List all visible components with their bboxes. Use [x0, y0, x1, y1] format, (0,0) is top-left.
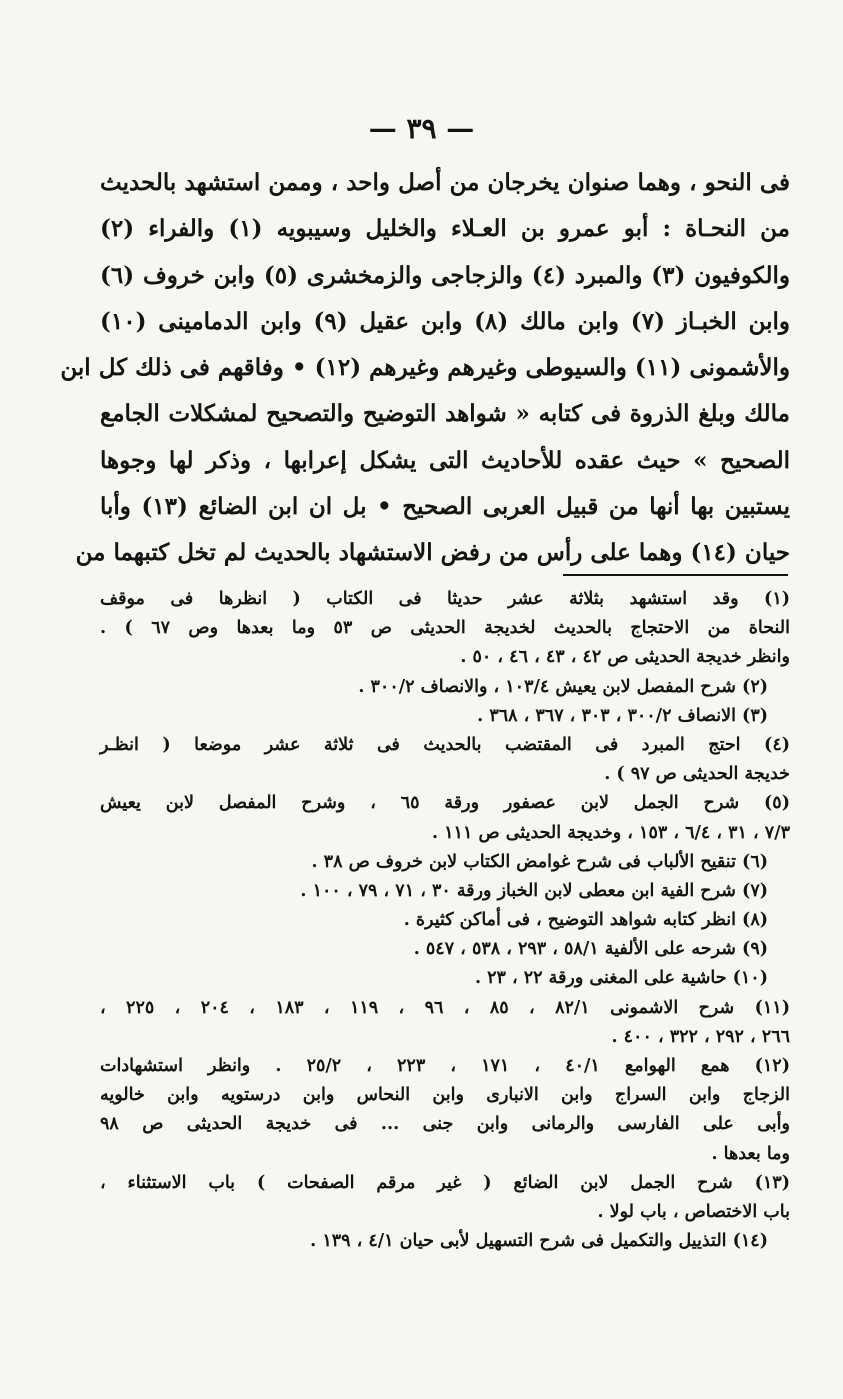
footnote-line: (٨) انظر كتابه شواهد التوضيح ، فى أماكن كثيرة .	[403, 910, 768, 931]
footnotes	[100, 585, 790, 1256]
footnote-line: (٧) شرح الفية ابن معطى لابن الخباز ورقة ٣٠ ، ٧١ ، ٧٩ ، ١٠٠ .	[300, 880, 768, 901]
body-line: حيان (١٤) وهما على رأس من رفض الاستشهاد بالحديث لم تخل كتبهما من	[75, 539, 790, 567]
footnote-line: (٥) شرح الجمل لابن عصفور ورقة ٦٥ ، وشرح المفصل لابن يعيش	[100, 793, 790, 814]
footnote-line: (١٣) شرح الجمل لابن الضائع ( غير مرقم الصفحات ) باب الاستثناء ،	[100, 1172, 790, 1193]
footnote-line: ٢٦٦ ، ٢٩٢ ، ٣٢٢ ، ٤٠٠ .	[611, 1026, 790, 1047]
footnote-line: (٣) الانصاف ٣٠٠/٢ ، ٣٠٣ ، ٣٦٧ ، ٣٦٨ .	[477, 705, 768, 726]
body-line: الصحيح » حيث عقده للأحاديث التى يشكل إعرابها ، وذكر لها وجوها	[100, 446, 790, 474]
body-line: والكوفيون (٣) والمبرد (٤) والزجاجى والزمخشرى (٥) وابن خروف (٦)	[100, 261, 790, 289]
footnote-line: خديجة الحديثى ص ٩٧ ) .	[604, 764, 790, 785]
footnote-line: (١٢) همع الهوامع ٤٠/١ ، ١٧١ ، ٢٢٣ ، ٢٥/٢ . وانظر استشهادات	[100, 1056, 790, 1076]
footnote-line: (١) وقد استشهد بثلاثة عشر حديثا فى الكتاب ( انظرها فى موقف	[100, 589, 790, 609]
body-line: من النحـاة : أبو عمرو بن العـلاء والخليل وسيبويه (١) والفراء (٢)	[100, 215, 790, 243]
footnote-line: باب الاختصاص ، باب لولا .	[597, 1201, 790, 1222]
footnote-line: (١٠) حاشية على المغنى ورقة ٢٢ ، ٢٣ .	[474, 968, 768, 989]
footnote-line: (٦) تنقيح الألباب فى شرح غوامض الكتاب لابن خروف ص ٣٨ .	[311, 851, 768, 872]
body-line: وابن الخبـاز (٧) وابن مالك (٨) وابن عقيل (٩) وابن الدمامينى (١٠)	[100, 307, 790, 335]
footnote-line: وأبى على الفارسى والرمانى وابن جنى ... فى خديجة الحديثى ص ٩٨	[100, 1114, 790, 1135]
body-line: مالك وبلغ الذروة فى كتابه « شواهد التوضيح والتصحيح لمشكلات الجامع	[100, 400, 790, 428]
body-line: فى النحو ، وهما صنوان يخرجان من أصل واحد ، وممن استشهد بالحديث	[100, 169, 790, 196]
footnote-separator	[563, 574, 788, 576]
footnote-line: (٢) شرح المفصل لابن يعيش ١٠٣/٤ ، والانصاف ٣٠٠/٢ .	[358, 676, 768, 697]
footnote-line: ٧/٣ ، ٣١ ، ٦/٤ ، ١٥٣ ، وخديجة الحديثى ص ١١١ .	[431, 822, 790, 843]
body-text	[60, 160, 790, 577]
footnote-line: (١٤) التذييل والتكميل فى شرح التسهيل لأبى حيان ٤/١ ، ١٣٩ .	[310, 1231, 768, 1252]
page-number: — ٣٩ —	[368, 112, 475, 145]
footnote-line: (١١) شرح الاشمونى ٨٢/١ ، ٨٥ ، ٩٦ ، ١١٩ ، ١٨٣ ، ٢٠٤ ، ٢٢٥ ،	[100, 997, 790, 1018]
footnote-line: وما بعدها .	[711, 1143, 790, 1164]
body-line: يستبين بها أنها من قبيل العربى الصحيح • بل ان ابن الضائع (١٣) وأبا	[100, 493, 790, 521]
body-line: والأشمونى (١١) والسيوطى وغيرهم وغيرهم (١٢) • وفاقهم فى ذلك كل ابن	[60, 354, 790, 382]
footnote-line: الزجاج وابن السراج وابن الانبارى وابن النحاس وابن درستويه وابن خالويه	[100, 1085, 790, 1106]
footnote-line: وانظر خديجة الحديثى ص ٤٢ ، ٤٣ ، ٤٦ ، ٥٠ .	[460, 647, 790, 668]
footnote-line: (٩) شرحه على الألفية ٥٨/١ ، ٢٩٣ ، ٥٣٨ ، ٥٤٧ .	[413, 939, 768, 960]
footnote-line: (٤) احتج المبرد فى المقتضب بالحديث فى ثلاثة عشر موضعا ( انظـر	[100, 734, 790, 755]
footnote-line: النحاة من الاحتجاج بالحديث لخديجة الحديثى ص ٥٣ وما بعدها وص ٦٧ ) .	[100, 618, 790, 639]
